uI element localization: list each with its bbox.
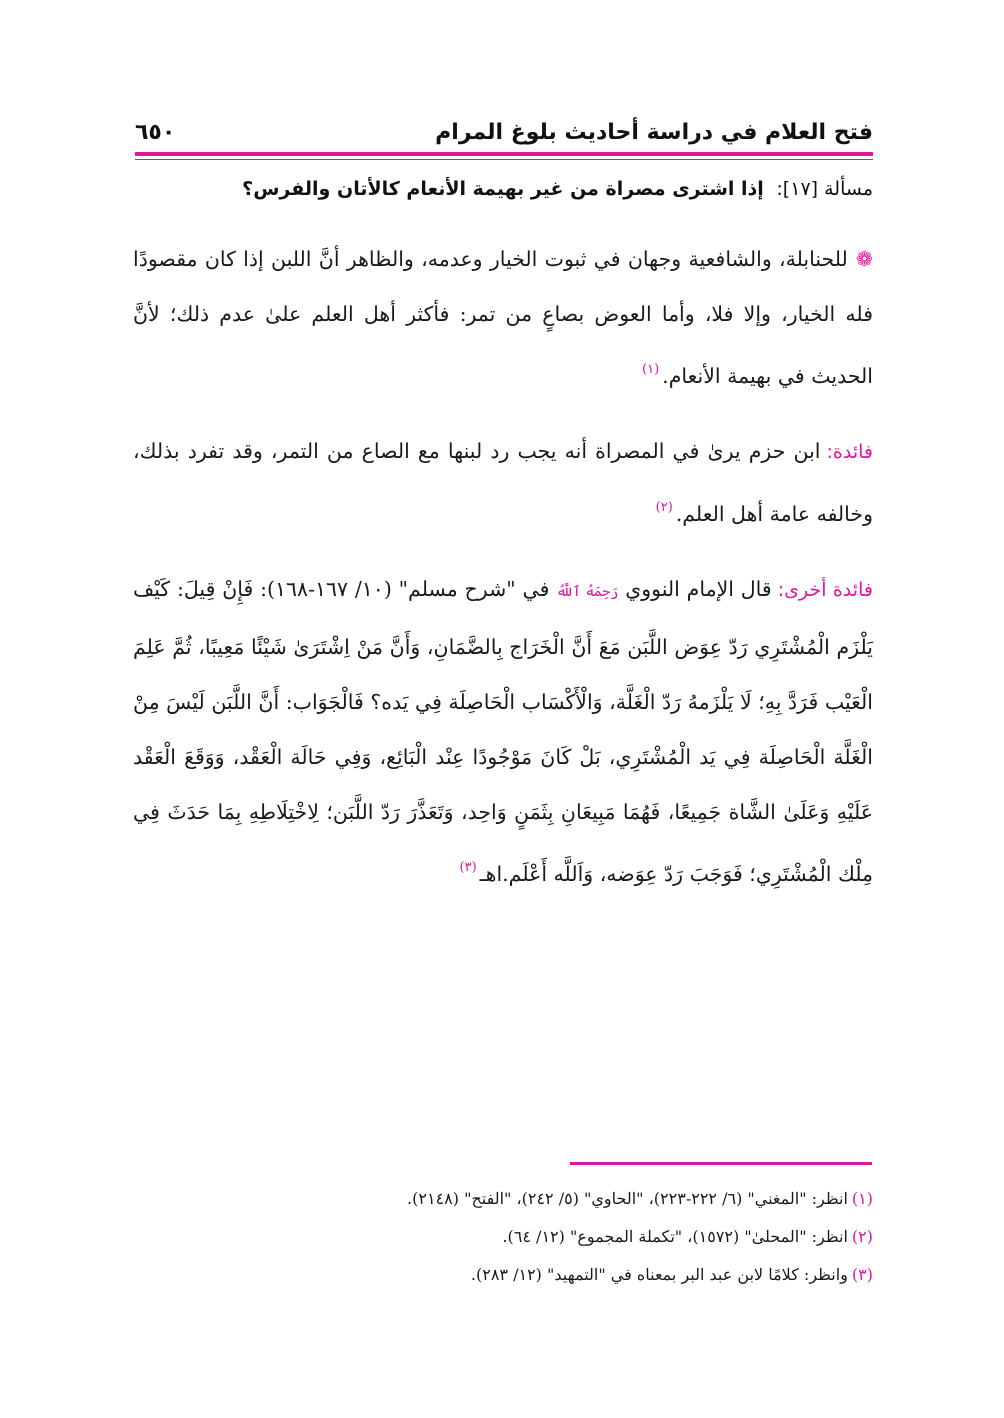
footnote-text: انظر: "المحلىٰ" (١٥٧٢)، "تكملة المجموع" (١٢/ ٦٤). — [502, 1227, 848, 1246]
footnote-text: وانظر: كلامًا لابن عبد البر بمعناه في "التمهيد" (١٢/ ٢٨٣). — [470, 1265, 848, 1284]
issue-heading — [133, 178, 873, 200]
intro-after: في "شرح مسلم" (١٠/ ١٦٧-١٦٨): — [260, 577, 550, 601]
flower-marker-icon: ❁ — [855, 247, 873, 271]
paragraph-3 — [133, 562, 873, 902]
footnote-number: (١) — [851, 1189, 873, 1208]
footnote-ref-1[interactable]: (١) — [642, 362, 660, 377]
footnote-3 — [133, 1256, 873, 1294]
benefit-label: فائدة: — [826, 441, 873, 463]
header-rule-thin — [135, 159, 873, 160]
footnote-divider — [570, 1162, 872, 1165]
footnote-ref-3[interactable]: (٣) — [459, 860, 477, 875]
intro-before: قال الإمام النووي — [625, 577, 772, 601]
page-number: ٦٥٠ — [135, 120, 176, 145]
issue-number: مسألة [١٧]: — [776, 178, 873, 200]
paragraph-1-text: للحنابلة، والشافعية وجهان في ثبوت الخيار وعدمه، والظاهر أنَّ اللبن إذا كان مقصودًا فله الخيار، وإلا فلا، وأما العوض بصاعٍ من تمر: فأكثر أهل العلم علىٰ عدم ذلك؛ لأنَّ الحديث في بهيمة الأنعام. — [133, 247, 873, 388]
footnote-1 — [133, 1180, 873, 1218]
footnote-ref-2[interactable]: (٢) — [655, 500, 673, 515]
running-header — [135, 118, 873, 154]
honorific-glyph: رَحِمَهُ ٱللَّهُ — [556, 584, 619, 600]
another-benefit-label: فائدة أخرى: — [777, 579, 873, 601]
paragraph-2 — [133, 424, 873, 542]
header-rule-thick — [135, 152, 873, 156]
footnote-2 — [133, 1218, 873, 1256]
nawawi-quote: فَإِنْ قِيلَ: كَيْف يَلْزَم الْمُشْتَرِي رَدّ عِوَض اللَّبَن مَعَ أَنَّ الْخَرَاج بِالضَّمَانِ، وَأَنَّ مَنْ اِشْتَرَىٰ شَيْئًا مَعِيبًا، ثُمَّ عَلِمَ الْعَيْب فَرَدَّ بِهِ؛ لَا يَلْزَمهُ رَدّ الْغَلَّة، وَالْأَكْسَاب الْحَاصِلَة فِي يَده؟ فَالْجَوَاب: أَنَّ اللَّبَن لَيْسَ مِنْ الْغَلَّة الْحَاصِلَة فِي يَد الْمُشْتَرِي، بَلْ كَانَ مَوْجُودًا عِنْد الْبَائِع، وَفِي حَالَة الْعَقْد، وَوَقَعَ الْعَقْد عَلَيْهِ وَعَلَىٰ الشَّاة جَمِيعًا، فَهُمَا مَبِيعَانِ بِثَمَنٍ وَاحِد، وَتَعَذَّرَ رَدّ اللَّبَن؛ لِاخْتِلَاطِهِ بِمَا حَدَثَ فِي مِلْك الْمُشْتَرِي؛ فَوَجَبَ رَدّ عِوَضه، وَاَللَّه أَعْلَم.اهـ — [133, 577, 873, 886]
paragraph-1 — [133, 232, 873, 404]
footnote-number: (٢) — [851, 1227, 873, 1246]
footnote-number: (٣) — [851, 1265, 873, 1284]
issue-title: إذا اشترى مصراة من غير بهيمة الأنعام كالأتان والفرس؟ — [242, 178, 764, 200]
footnote-text: انظر: "المغني" (٦/ ٢٢٢-٢٢٣)، "الحاوي" (٥/ ٢٤٢)، "الفتح" (٢١٤٨). — [407, 1189, 848, 1208]
book-title: فتح العلام في دراسة أحاديث بلوغ المرام — [435, 120, 873, 145]
paragraph-2-text: ابن حزم يرىٰ في المصراة أنه يجب رد لبنها مع الصاع من التمر، وقد تفرد بذلك، وخالفه عامة أهل العلم. — [133, 439, 873, 526]
footnotes — [133, 1180, 873, 1294]
